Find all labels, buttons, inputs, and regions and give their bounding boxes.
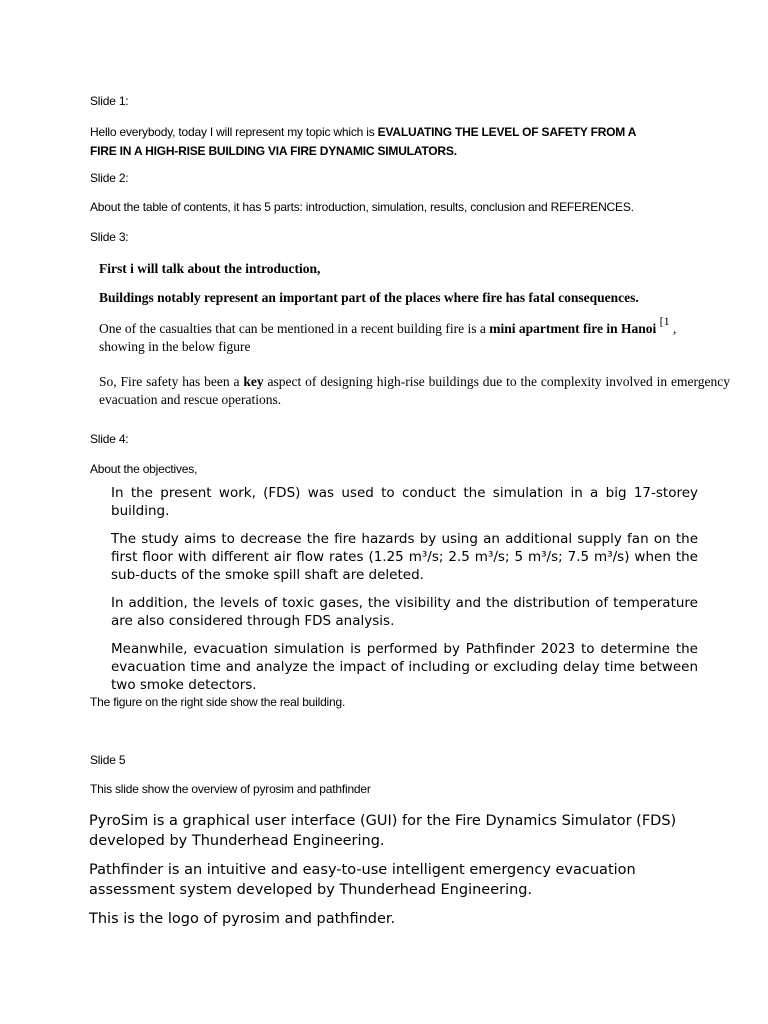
slide5-para2: Pathfinder is an intuitive and easy-to-use intelligent emergency evacuation assessment system developed by Thunderhead Engineering. xyxy=(89,862,636,898)
slide1-label: Slide 1: xyxy=(90,94,129,108)
slide5-intro: This slide show the overview of pyrosim and pathfinder xyxy=(90,782,371,796)
slide4-para3: In addition, the levels of toxic gases, the visibility and the distribution of temperature are also considered through FDS analysis. xyxy=(111,595,698,629)
slide4-objectives xyxy=(111,484,698,694)
slide3-para2: So, Fire safety has been a key aspect of designing high-rise buildings due to the complexity involved in emergency evacuation and rescue operations. xyxy=(99,374,730,407)
slide1-intro: Hello everybody, today I will represent my topic which is xyxy=(90,125,378,139)
slide1-topic-line1: EVALUATING THE LEVEL OF SAFETY FROM A xyxy=(377,125,637,139)
slide5-para1: PyroSim is a graphical user interface (GUI) for the Fire Dynamics Simulator (FDS) developed by Thunderhead Engineering. xyxy=(89,813,677,849)
slide5-para3: This is the logo of pyrosim and pathfinder. xyxy=(89,911,396,927)
slide3-label: Slide 3: xyxy=(90,230,129,244)
slide3-hanoi-bold: mini apartment fire in Hanoi xyxy=(489,321,657,336)
slide3-ref-mark: [1 xyxy=(659,314,670,328)
slide4-figure-note: The figure on the right side show the real building. xyxy=(90,695,346,709)
slide4-intro: About the objectives, xyxy=(90,462,198,476)
slide3-heading2: Buildings notably represent an important part of the places where fire has fatal consequences. xyxy=(99,290,639,305)
slide1-text xyxy=(90,123,710,161)
slide4-para4: Meanwhile, evacuation simulation is performed by Pathfinder 2023 to determine the evacuation time and analyze the impact of including or excluding delay time between two smoke detectors. xyxy=(111,641,698,693)
slide4-label: Slide 4: xyxy=(90,432,129,446)
slide3-key-bold: key xyxy=(243,374,264,389)
slide2-label: Slide 2: xyxy=(90,171,129,185)
slide4-para1: In the present work, (FDS) was used to conduct the simulation in a big 17-storey building. xyxy=(111,485,698,519)
slide3-para1: One of the casualties that can be mentioned in a recent building fire is a mini apartment fire in Hanoi [1 , showing in the below figure xyxy=(99,314,677,354)
slide1-topic-line2: FIRE IN A HIGH-RISE BUILDING VIA FIRE DYNAMIC SIMULATORS. xyxy=(90,144,457,158)
slide5-body xyxy=(89,811,689,929)
slide3-heading1: First i will talk about the introduction, xyxy=(99,261,321,276)
slide2-text: About the table of contents, it has 5 parts: introduction, simulation, results, conclusion and REFERENCES. xyxy=(90,200,634,214)
slide5-label: Slide 5 xyxy=(90,753,126,767)
slide4-para2: The study aims to decrease the fire hazards by using an additional supply fan on the first floor with different air flow rates (1.25 m³/s; 2.5 m³/s; 5 m³/s; 7.5 m³/s) when the sub-ducts of the smoke spill shaft are deleted. xyxy=(111,531,698,583)
